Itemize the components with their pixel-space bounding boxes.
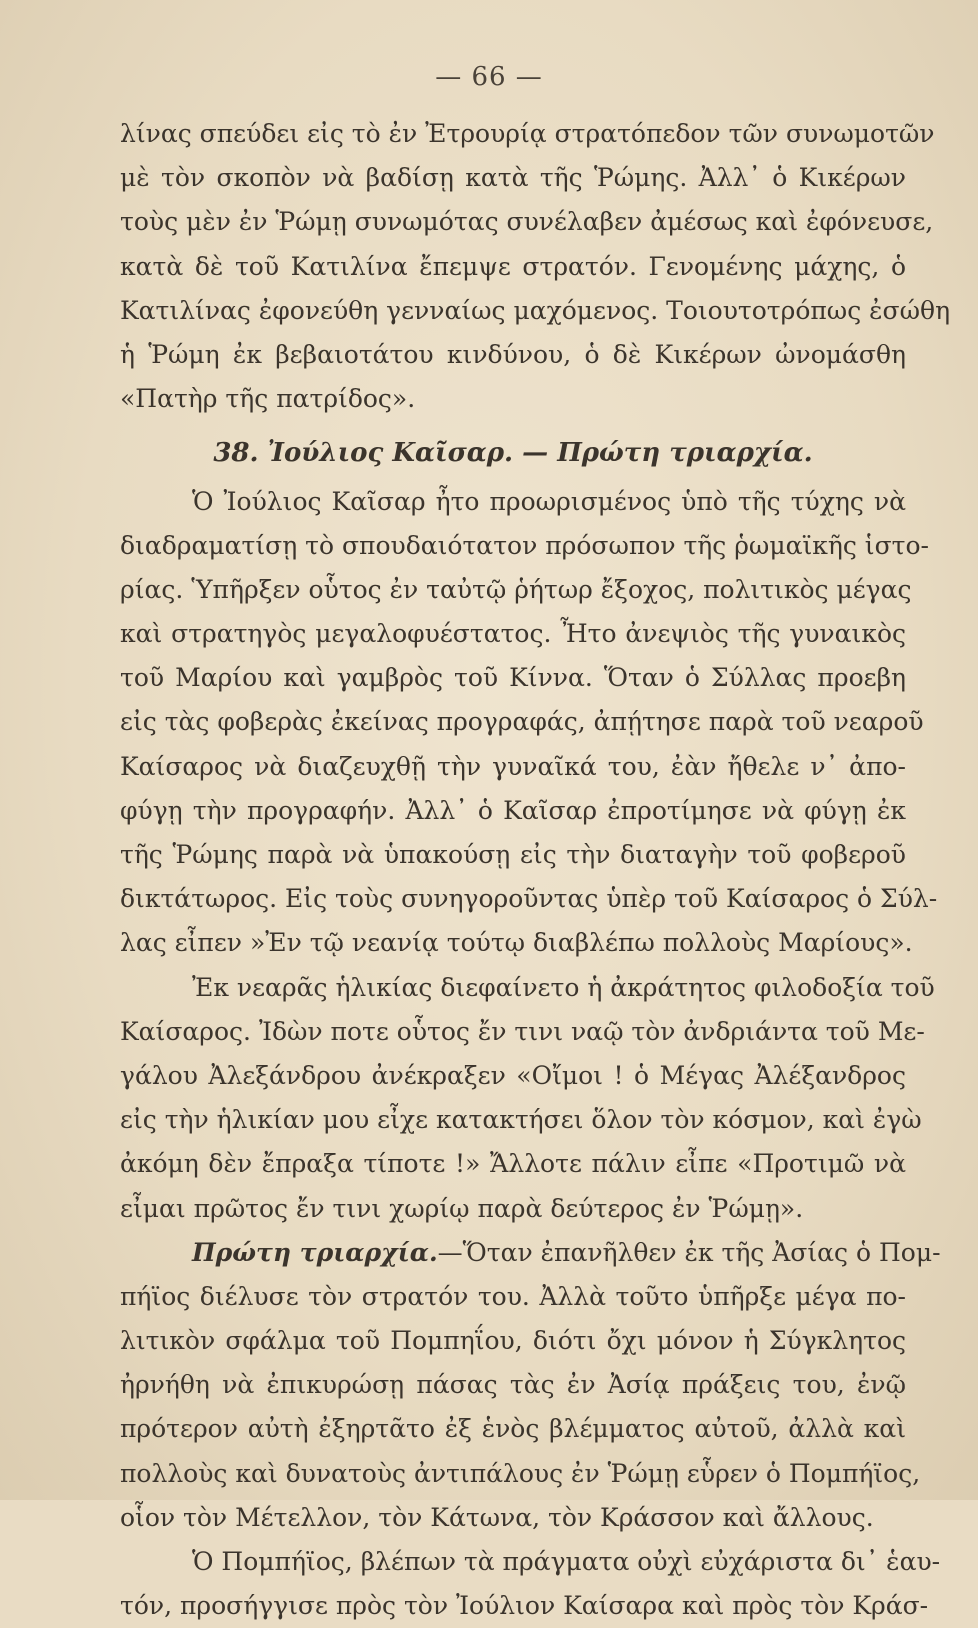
text-line: δικτάτωρος. Εἰς τοὺς συνηγοροῦντας ὑπὲρ τοῦ Καίσαρος ὁ Σύλ- [120, 884, 938, 914]
text-line: λας εἶπεν »Ἐν τῷ νεανίᾳ τούτῳ διαβλέπω πολλοὺς Μαρίους». [120, 928, 913, 958]
text-line: πολλοὺς καὶ δυνατοὺς ἀντιπάλους ἐν Ῥώμῃ εὗρεν ὁ Πομπήϊος, [120, 1458, 921, 1488]
text-line: οἷον τὸν Μέτελλον, τὸν Κάτωνα, τὸν Κράσσον καὶ ἄλλους. [120, 1502, 874, 1532]
text-line: ἡ Ῥώμη ἐκ βεβαιοτάτου κινδύνου, ὁ δὲ Κικέρων ὠνομάσθη [120, 339, 906, 369]
text-line: εἶμαι πρῶτος ἔν τινι χωρίῳ παρὰ δεύτερος ἐν Ῥώμῃ». [120, 1193, 804, 1223]
text-line: «Πατὴρ τῆς πατρίδος». [120, 384, 416, 414]
text-line: φύγῃ τὴν προγραφήν. Ἀλλ᾽ ὁ Καῖσαρ ἐπροτίμησε νὰ φύγῃ ἐκ [120, 795, 906, 825]
text-line: Ὁ Πομπήϊος, βλέπων τὰ πράγματα οὐχὶ εὐχάριστα δι᾽ ἑαυ- [192, 1547, 941, 1576]
text-line: Καίσαρος. Ἰδὼν ποτε οὗτος ἔν τινι ναῷ τὸν ἀνδριάντα τοῦ Με- [120, 1016, 925, 1046]
text-line: κατὰ δὲ τοῦ Κατιλίνα ἔπεμψε στρατόν. Γενομένης μάχης, ὁ [120, 251, 906, 281]
text-line: τοῦ Μαρίου καὶ γαμβρὸς τοῦ Κίννα. Ὅταν ὁ Σύλλας προεβη [120, 663, 906, 693]
paragraph-lead: Πρώτη τριαρχία. [192, 1237, 438, 1267]
text-line: μὲ τὸν σκοπὸν νὰ βαδίσῃ κατὰ τῆς Ῥώμης. Ἀλλ᾽ ὁ Κικέρων [120, 163, 906, 193]
text-line: λίνας σπεύδει εἰς τὸ ἐν Ἐτρουρίᾳ στρατόπεδον τῶν συνωμοτῶν [120, 119, 935, 148]
text-line: διαδραματίσῃ τὸ σπουδαιότατον πρόσωπον τῆς ῥωμαϊκῆς ἱστο- [120, 530, 929, 560]
text-fragment: —Ὅταν ἐπανῆλθεν ἐκ τῆς Ἀσίας ὁ Πομ- [437, 1237, 941, 1267]
text-line: γάλου Ἀλεξάνδρου ἀνέκραξεν «Οἴμοι ! ὁ Μέγας Ἀλέξανδρος [120, 1060, 906, 1090]
text-line: τοὺς μὲν ἐν Ῥώμῃ συνωμότας συνέλαβεν ἀμέσως καὶ ἐφόνευσε, [120, 207, 934, 237]
text-line: λιτικὸν σφάλμα τοῦ Πομπηΐου, διότι ὄχι μόνον ἡ Σύγκλητος [120, 1326, 906, 1356]
text-line: τόν, προσήγγισε πρὸς τὸν Ἰούλιον Καίσαρα καὶ πρὸς τὸν Κράσ- [120, 1591, 929, 1621]
text-line: Ἐκ νεαρᾶς ἡλικίας διεφαίνετο ἡ ἀκράτητος φιλοδοξία τοῦ [192, 972, 935, 1002]
page-number: — 66 — [435, 62, 543, 92]
text-line [120, 1231, 941, 1275]
text-line: ἀκόμη δὲν ἔπραξα τίποτε !» Ἄλλοτε πάλιν εἶπε «Προτιμῶ νὰ [120, 1149, 906, 1179]
text-line: εἰς τὰς φοβερὰς ἐκείνας προγραφάς, ἀπῄτησε παρὰ τοῦ νεαροῦ [120, 707, 924, 737]
text-line: Κατιλίνας ἐφονεύθη γενναίως μαχόμενος. Τοιουτοτρόπως ἐσώθη [120, 295, 951, 325]
text-line: Ὁ Ἰούλιος Καῖσαρ ἦτο προωρισμένος ὑπὸ τῆς τύχης νὰ [192, 486, 906, 516]
text-line: πρότερον αὐτὴ ἐξηρτᾶτο ἐξ ἑνὸς βλέμματος αὐτοῦ, ἀλλὰ καὶ [120, 1414, 906, 1444]
text-line: ἠρνήθη νὰ ἐπικυρώσῃ πάσας τὰς ἐν Ἀσίᾳ πράξεις του, ἐνῷ [120, 1370, 906, 1400]
text-line: εἰς τὴν ἡλικίαν μου εἶχε κατακτήσει ὅλον τὸν κόσμον, καὶ ἐγὼ [120, 1105, 922, 1135]
text-line: πήϊος διέλυσε τὸν στρατόν του. Ἀλλὰ τοῦτο ὑπῆρξε μέγα πο- [120, 1281, 906, 1311]
text-line: Καίσαρος νὰ διαζευχθῇ τὴν γυναῖκά του, ἐὰν ἤθελε ν᾽ ἀπο- [120, 751, 906, 781]
text-line: καὶ στρατηγὸς μεγαλοφυέστατος. Ἦτο ἀνεψιὸς τῆς γυναικὸς [120, 619, 906, 649]
text-line: ρίας. Ὑπῆρξεν οὗτος ἐν ταὐτῷ ῥήτωρ ἔξοχος, πολιτικὸς μέγας [120, 574, 912, 604]
section-heading: 38. Ἰούλιος Καῖσαρ. — Πρώτη τριαρχία. [213, 438, 813, 469]
text-line: τῆς Ῥώμης παρὰ νὰ ὑπακούσῃ εἰς τὴν διαταγὴν τοῦ φοβεροῦ [120, 840, 906, 869]
page-text [120, 112, 951, 1628]
